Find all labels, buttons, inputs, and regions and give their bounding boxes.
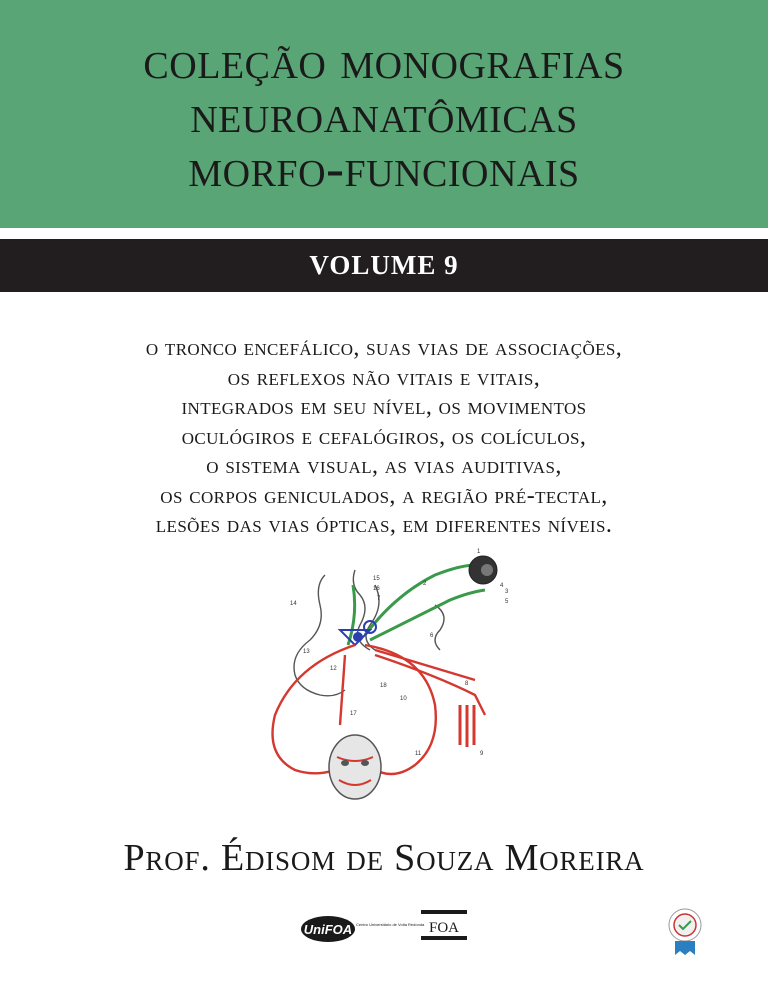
- foa-logo: [419, 908, 469, 942]
- foa-name: FOA: [428, 920, 460, 936]
- unifoa-name: UniFOA: [303, 922, 353, 937]
- subtitle-line: integrados em seu nível, os movimentos: [181, 394, 587, 420]
- head-drawing: [329, 735, 381, 799]
- unifoa-logo: [300, 914, 425, 944]
- subtitle-line: lesões das vias ópticas, em diferentes níveis.: [155, 512, 613, 538]
- figure-label: 14: [290, 601, 297, 607]
- figure-label: 16: [373, 586, 380, 592]
- author-name: Prof. Édisom de Souza Moreira: [123, 837, 645, 879]
- figure-label: 2: [423, 581, 427, 587]
- figure-label: 8: [465, 681, 469, 687]
- subtitle-block: [60, 334, 708, 541]
- subtitle-line: os corpos geniculados, a região pré-tectal,: [160, 482, 608, 509]
- figure-label: 6: [430, 633, 434, 639]
- figure-label: 12: [330, 666, 337, 672]
- neck-muscles: [460, 705, 474, 747]
- figure-label: 5: [505, 599, 509, 605]
- figure-label: 11: [415, 751, 422, 757]
- volume-label: VOLUME 9: [309, 250, 459, 280]
- figure-label: 15: [373, 576, 380, 582]
- series-header: [0, 0, 768, 228]
- series-title-line-3: morfo-funcionais: [188, 138, 580, 198]
- series-title-line-1: coleção monografias: [143, 30, 625, 90]
- subtitle-line: o tronco encefálico, suas vias de associações,: [145, 335, 623, 361]
- figure-label: 18: [380, 683, 387, 689]
- figure-label: 4: [500, 583, 504, 589]
- unifoa-tagline: Centro Universitário de Volta Redonda: [356, 922, 425, 927]
- figure-label: 9: [480, 751, 484, 757]
- eye-drawing: [469, 556, 497, 584]
- figure-label: 17: [350, 711, 357, 717]
- figure-label: 3: [505, 589, 509, 595]
- figure-label: 7: [377, 596, 381, 602]
- certification-seal: [665, 907, 705, 957]
- subtitle-line: os reflexos não vitais e vitais,: [227, 364, 541, 391]
- figure-label: 10: [400, 696, 407, 702]
- figure-label: 1: [477, 549, 481, 555]
- subtitle-line: oculógiros e cefalógiros, os colículos,: [181, 423, 587, 450]
- series-title-line-2: neuroanatômicas: [190, 84, 578, 144]
- figure-label: 13: [303, 649, 310, 655]
- neuroanatomy-illustration: [255, 545, 515, 810]
- subtitle-line: o sistema visual, as vias auditivas,: [206, 453, 562, 479]
- volume-band: [0, 239, 768, 292]
